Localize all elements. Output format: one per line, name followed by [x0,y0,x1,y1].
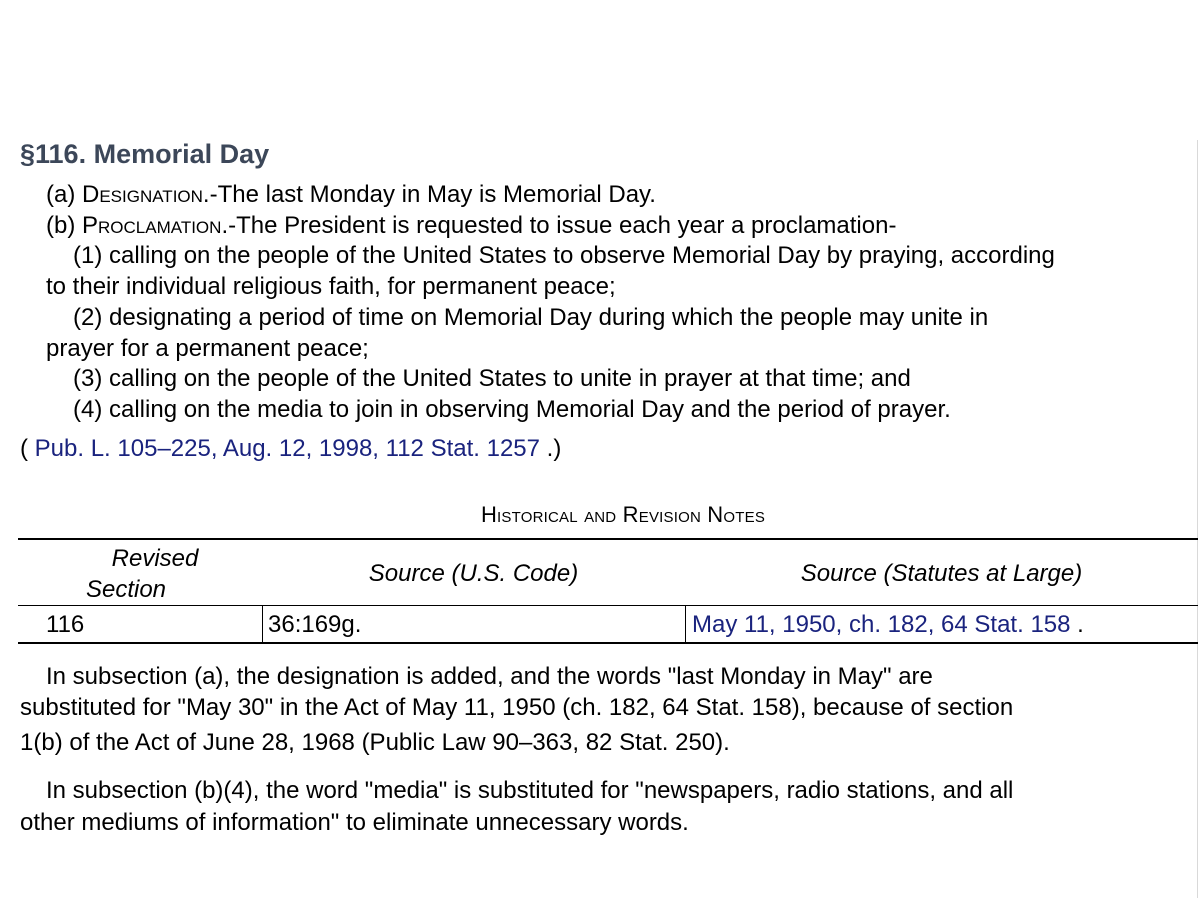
table-column-divider-2 [685,606,686,642]
paragraph-1-line-2: to their individual religious faith, for permanent peace; [46,273,616,300]
citation-close: .) [539,435,562,462]
table-header-revised-line-1: Revised [111,545,199,572]
table-header-statutes: Source (Statutes at Large) [800,560,1083,587]
paragraph-2-line-1: (2) designating a period of time on Memorial Day during which the people may unite in [73,304,989,331]
subsection-a-heading: Designation [82,181,203,208]
note-paragraph-1-line-2: substituted for "May 30" in the Act of May 11, 1950 (ch. 182, 64 Stat. 158), because of section [20,694,1014,721]
subsection-a-text: .-The last Monday in May is Memorial Day. [202,181,656,208]
note-paragraph-1-line-3: 1(b) of the Act of June 28, 1968 (Public Law 90–363, 82 Stat. 250). [20,729,730,756]
paragraph-1-line-1: (1) calling on the people of the United States to observe Memorial Day by praying, according [73,242,1055,269]
table-cell-revised-section: 116 [46,611,85,638]
table-header-us-code: Source (U.S. Code) [368,560,579,587]
table-cell-statutes [692,610,1084,640]
subsection-b-label: (b) [46,212,82,239]
note-paragraph-2-line-1: In subsection (b)(4), the word "media" is substituted for "newspapers, radio stations, and all [46,777,1014,804]
note-paragraph-2-line-2: other mediums of information" to eliminate unnecessary words. [20,809,689,836]
subsection-a-label: (a) [46,181,82,208]
statutes-link[interactable]: May 11, 1950, ch. 182, 64 Stat. 158 [692,611,1071,638]
public-law-link[interactable]: Pub. L. 105–225, Aug. 12, 1998, 112 Stat. 1257 [34,435,540,462]
table-header-revised-section [40,543,270,605]
subsection-b-heading: Proclamation [82,212,222,239]
subsection-b [46,212,896,240]
statutes-suffix: . [1070,611,1084,638]
table-header-rule [18,605,1198,606]
note-paragraph-1-line-1: In subsection (a), the designation is added, and the words "last Monday in May" are [46,663,933,690]
section-title: §116. Memorial Day [20,139,270,169]
table-column-divider-1 [262,606,263,642]
paragraph-3: (3) calling on the people of the United States to unite in prayer at that time; and [73,365,911,392]
table-header-revised-line-2: Section [85,576,167,603]
citation-open: ( [20,435,35,462]
table-top-rule [18,538,1198,540]
paragraph-4: (4) calling on the media to join in observing Memorial Day and the period of prayer. [73,396,951,423]
table-bottom-rule [18,642,1198,644]
source-citation [20,435,561,463]
subsection-a [46,181,656,209]
subsection-b-text: .-The President is requested to issue each year a proclamation- [221,212,897,239]
table-cell-us-code: 36:169g. [268,611,362,638]
notes-heading: Historical and Revision Notes [480,502,766,527]
paragraph-2-line-2: prayer for a permanent peace; [46,335,369,362]
